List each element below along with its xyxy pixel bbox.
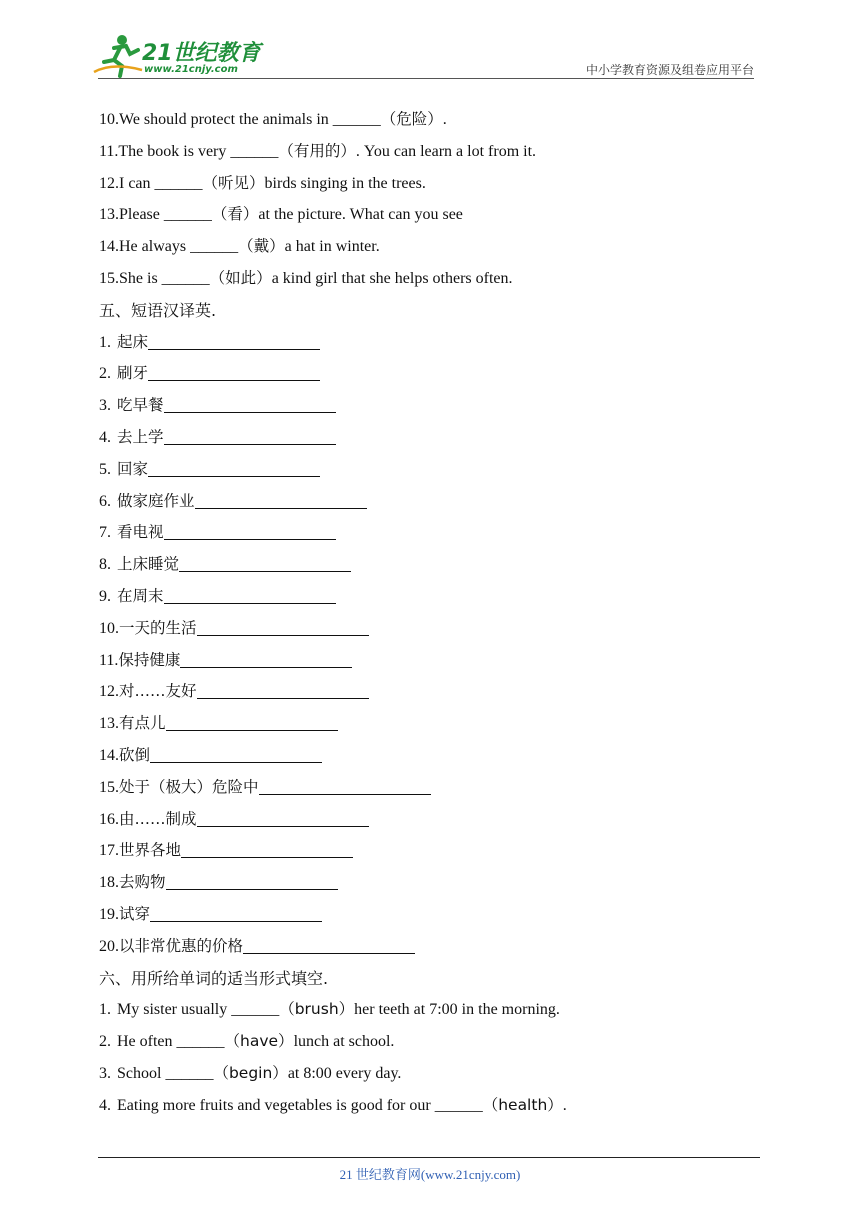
page-footer: 21 世纪教育网(www.21cnjy.com) — [339, 1167, 521, 1182]
answer-blank[interactable] — [164, 585, 336, 604]
phrase-chinese: 由……制成 — [119, 809, 197, 828]
phrase-row — [99, 517, 759, 549]
phrase-row — [99, 358, 759, 390]
logo-url: www.21cnjy.com — [144, 64, 238, 75]
question-hint: （有用的） — [278, 141, 356, 160]
logo-text: 21世纪教育 — [142, 41, 261, 66]
question-hint: （看） — [211, 205, 259, 224]
question-text-after: . You can learn a lot from it. — [355, 142, 537, 160]
phrase-row — [99, 804, 759, 836]
question-row — [99, 199, 759, 231]
answer-blank[interactable] — [164, 394, 336, 413]
phrase-chinese: 世界各地 — [119, 841, 182, 860]
page-header — [0, 0, 860, 80]
phrase-row — [99, 835, 759, 867]
phrase-number: 11. — [99, 651, 119, 669]
question-row — [99, 263, 759, 295]
question-text: The book is very ______ — [118, 142, 279, 160]
phrase-row — [99, 708, 759, 740]
question-text-after: . — [562, 1096, 567, 1114]
answer-blank[interactable] — [166, 871, 338, 890]
question-number: 2. — [99, 1033, 111, 1051]
phrase-row — [99, 899, 759, 931]
answer-blank[interactable] — [197, 617, 369, 636]
phrase-row — [99, 581, 759, 613]
question-number: 4. — [99, 1096, 111, 1114]
question-hint: （health） — [482, 1095, 563, 1114]
question-text-after: birds singing in the trees. — [264, 174, 426, 192]
phrase-chinese: 处于（极大）危险中 — [119, 777, 259, 796]
phrase-number: 14. — [99, 746, 119, 764]
answer-blank[interactable] — [243, 935, 415, 954]
phrase-chinese: 在周末 — [117, 586, 164, 605]
question-number: 12. — [99, 174, 119, 192]
question-number: 1. — [99, 1001, 111, 1019]
question-hint: （如此） — [209, 268, 272, 287]
question-row — [99, 136, 759, 168]
question-number: 14. — [99, 238, 119, 256]
phrase-number: 4. — [99, 428, 111, 446]
phrase-row — [99, 486, 759, 518]
phrase-chinese: 看电视 — [117, 523, 164, 542]
phrase-chinese: 上床睡觉 — [117, 555, 180, 574]
phrase-row — [99, 422, 759, 454]
phrase-row — [99, 676, 759, 708]
question-hint: （危险） — [380, 110, 443, 128]
question-hint: （brush） — [279, 1000, 355, 1019]
phrase-number: 12. — [99, 683, 119, 701]
phrase-chinese: 刷牙 — [117, 364, 149, 383]
question-text: She is ______ — [119, 269, 210, 287]
answer-blank[interactable] — [164, 426, 336, 445]
question-number: 15. — [99, 269, 119, 287]
answer-blank[interactable] — [195, 490, 367, 509]
phrase-number: 1. — [99, 333, 111, 351]
phrase-row — [99, 772, 759, 804]
phrase-number: 9. — [99, 587, 111, 605]
question-text: He always ______ — [119, 238, 239, 256]
phrase-number: 7. — [99, 524, 111, 542]
question-row — [99, 231, 759, 263]
answer-blank[interactable] — [259, 776, 431, 795]
question-text: Eating more fruits and vegetables is good for our ______ — [117, 1096, 483, 1114]
phrase-number: 13. — [99, 715, 119, 733]
phrase-chinese: 有点儿 — [119, 714, 166, 733]
answer-blank[interactable] — [181, 839, 353, 858]
phrase-row — [99, 454, 759, 486]
question-text-after: her teeth at 7:00 in the morning. — [354, 1001, 560, 1019]
phrase-number: 16. — [99, 810, 119, 828]
question-text-after: at 8:00 every day. — [287, 1064, 402, 1082]
phrase-chinese: 砍倒 — [119, 745, 151, 764]
section-5-title: 五、短语汉译英. — [99, 300, 217, 320]
question-hint: （have） — [224, 1032, 294, 1051]
phrase-number: 18. — [99, 874, 119, 892]
phrase-chinese: 起床 — [117, 332, 149, 351]
phrase-row — [99, 867, 759, 899]
section-6-items — [99, 994, 759, 1121]
question-text: My sister usually ______ — [117, 1001, 280, 1019]
question-hint: （begin） — [213, 1063, 288, 1082]
question-hint: （戴） — [238, 237, 285, 256]
question-text-after: lunch at school. — [293, 1033, 395, 1051]
section-5-items — [99, 327, 759, 963]
runner-logo-icon — [92, 32, 144, 78]
phrase-row — [99, 931, 759, 963]
question-row — [99, 1058, 759, 1090]
answer-blank[interactable] — [166, 712, 338, 731]
phrase-chinese: 做家庭作业 — [117, 491, 195, 510]
question-row — [99, 104, 759, 136]
question-row — [99, 994, 759, 1026]
platform-name: 中小学教育资源及组卷应用平台 — [585, 63, 754, 77]
phrase-chinese: 一天的生活 — [119, 618, 197, 637]
phrase-chinese: 去购物 — [119, 873, 166, 892]
phrase-chinese: 保持健康 — [118, 650, 181, 669]
answer-blank[interactable] — [179, 553, 351, 572]
question-row — [99, 1026, 759, 1058]
answer-blank[interactable] — [150, 744, 322, 763]
phrase-number: 5. — [99, 460, 111, 478]
section-6-title: 六、用所给单词的适当形式填空. — [99, 968, 329, 988]
phrase-number: 3. — [99, 397, 111, 415]
phrase-chinese: 试穿 — [119, 904, 151, 923]
site-logo[interactable] — [92, 32, 262, 80]
question-text-after: a hat in winter. — [284, 238, 380, 256]
question-number: 13. — [99, 206, 119, 224]
phrase-row — [99, 390, 759, 422]
phrase-number: 15. — [99, 778, 119, 796]
answer-blank[interactable] — [148, 458, 320, 477]
answer-blank[interactable] — [197, 680, 369, 699]
phrase-number: 6. — [99, 492, 111, 510]
phrase-number: 8. — [99, 556, 111, 574]
phrase-number: 17. — [99, 842, 119, 860]
header-divider — [98, 78, 754, 79]
question-number: 10. — [99, 111, 119, 128]
answer-blank[interactable] — [150, 903, 322, 922]
phrase-row — [99, 327, 759, 359]
question-row — [99, 1090, 759, 1122]
phrase-number: 2. — [99, 365, 111, 383]
phrase-row — [99, 645, 759, 677]
question-row — [99, 168, 759, 200]
question-text: I can ______ — [119, 174, 203, 192]
answer-blank[interactable] — [164, 521, 336, 540]
question-number: 11. — [99, 142, 119, 160]
fill-items-continued — [99, 104, 759, 295]
phrase-number: 10. — [99, 619, 119, 637]
phrase-number: 20. — [99, 937, 119, 955]
question-text-after: a kind girl that she helps others often. — [271, 269, 513, 287]
question-text-after: at the picture. What can you see — [258, 206, 463, 224]
phrase-row — [99, 740, 759, 772]
phrase-chinese: 以非常优惠的价格 — [119, 936, 244, 955]
question-text: He often ______ — [117, 1033, 225, 1051]
phrase-chinese: 对……友好 — [119, 682, 197, 701]
question-text: We should protect the animals in ______ — [119, 111, 381, 128]
question-text-after: . — [442, 111, 447, 128]
answer-blank[interactable] — [148, 331, 320, 350]
answer-blank[interactable] — [148, 362, 320, 381]
phrase-chinese: 去上学 — [117, 427, 164, 446]
answer-blank[interactable] — [197, 808, 369, 827]
question-text: School ______ — [117, 1064, 214, 1082]
question-text: Please ______ — [119, 206, 212, 224]
answer-blank[interactable] — [180, 649, 352, 668]
question-number: 3. — [99, 1064, 111, 1082]
phrase-row — [99, 613, 759, 645]
phrase-chinese: 吃早餐 — [117, 396, 164, 415]
phrase-number: 19. — [99, 905, 119, 923]
worksheet-content — [99, 104, 759, 1122]
question-hint: （听见） — [202, 173, 265, 192]
phrase-chinese: 回家 — [117, 459, 149, 478]
phrase-row — [99, 549, 759, 581]
footer-divider — [98, 1157, 760, 1158]
